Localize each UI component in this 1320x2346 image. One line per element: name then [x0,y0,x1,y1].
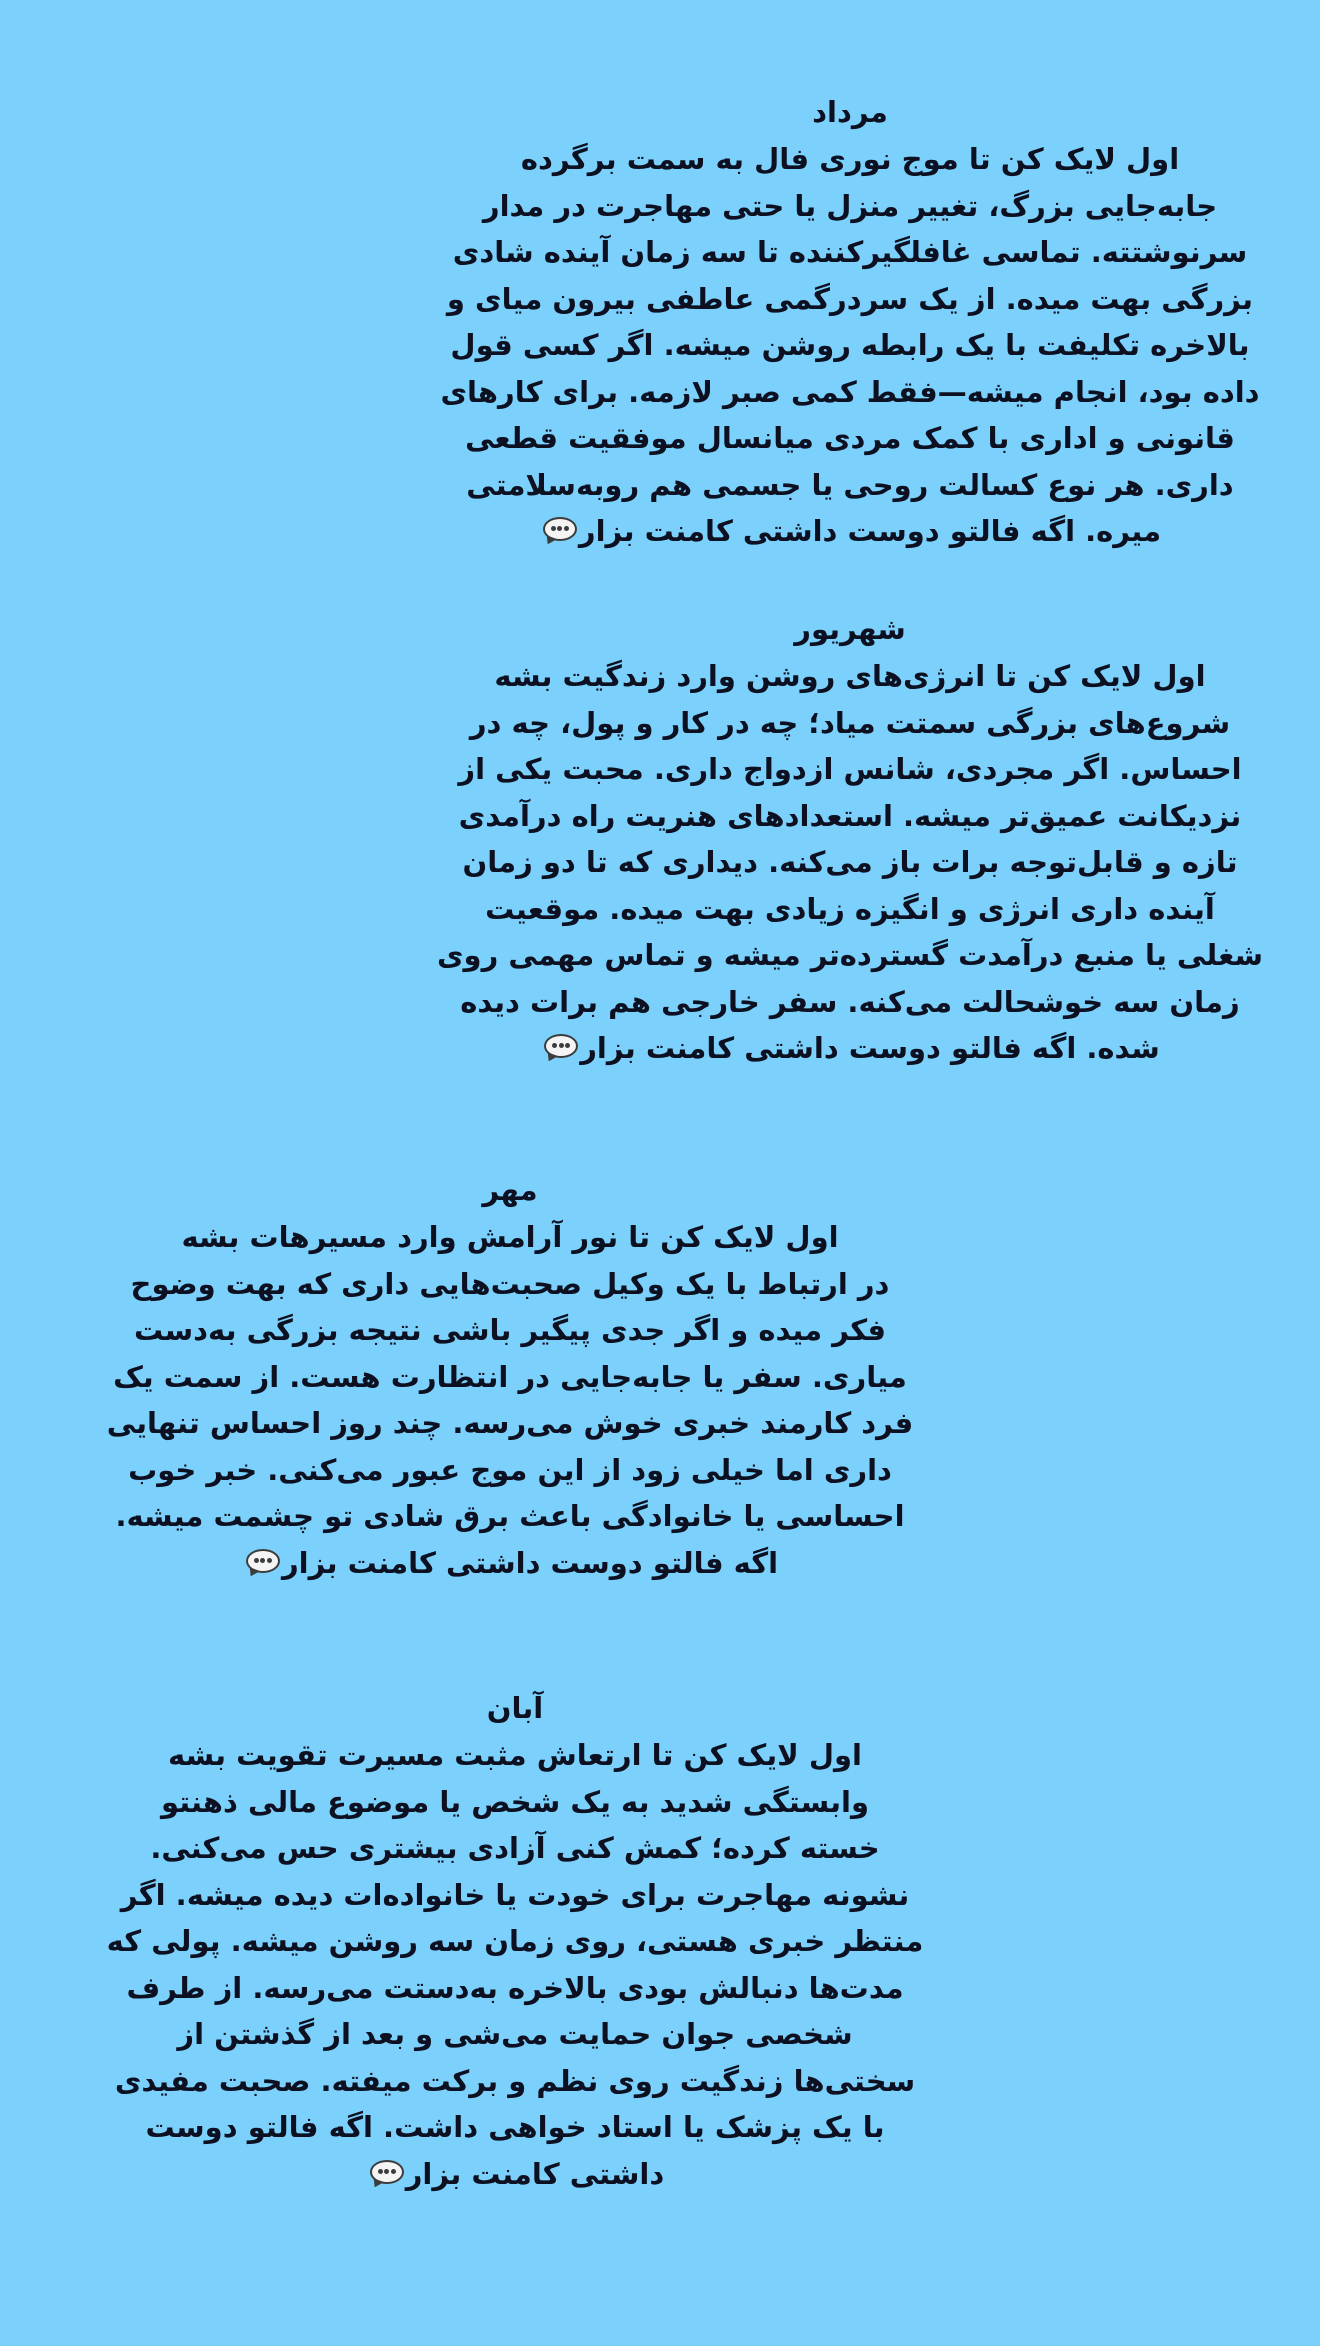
text-line: شروع‌های بزرگی سمتت میاد؛ چه در کار و پول، چه در [469,705,1231,740]
text-line: وابستگی شدید به یک شخص یا موضوع مالی ذهنتو [161,1784,869,1819]
text-line: نزدیکانت عمیق‌تر میشه. استعدادهای هنریت راه درآمدی [458,798,1242,833]
text-line-last [50,2151,980,2198]
section-title: مرداد [812,95,888,129]
text-line: نشونه مهاجرت برای خودت یا خانواده‌ات دیده میشه. اگر [120,1877,910,1912]
section-mehr [40,1166,980,1586]
text-line: خسته کرده؛ کمش کنی آزادی بیشتری حس می‌کنی. [150,1831,880,1865]
text-line: بزرگی بهت میده. از یک سردرگمی عاطفی بیرون میای و [446,281,1254,316]
text-line: اول لایک کن تا ارتعاش مثبت مسیرت تقویت بشه [168,1738,862,1772]
speech-bubble-icon [541,517,579,545]
text-line: سختی‌ها زندگیت روی نظم و برکت میفته. صحبت مفیدی [114,2063,916,2098]
text-line-last [430,1025,1270,1072]
text-line: تازه و قابل‌توجه برات باز می‌کنه. دیداری که تا دو زمان [462,845,1238,879]
speech-bubble-icon [368,2160,406,2188]
text-line: داده بود، انجام میشه—فقط کمی صبر لازمه. برای کارهای [440,374,1260,409]
text-line: شخصی جوان حمایت می‌شی و بعد از گذشتن از [177,2017,853,2051]
text-line: بالاخره تکلیفت با یک رابطه روشن میشه. اگر کسی قول [450,328,1250,362]
text-line: احساسی یا خانوادگی باعث برق شادی تو چشمت میشه. [115,1499,905,1533]
speech-bubble-icon [244,1549,282,1577]
text-line: اول لایک کن تا موج نوری فال به سمت برگرده [520,142,1180,176]
section-shahrivar [430,605,1270,1072]
text-line: قانونی و اداری با کمک مردی میانسال موفقیت قطعی [465,421,1235,455]
closing-text: شده. اگه فالتو دوست داشتی کامنت بزار [580,1031,1160,1065]
text-line: اول لایک کن تا نور آرامش وارد مسیرهات بشه [181,1220,839,1254]
section-aban [50,1684,980,2197]
text-line: اول لایک کن تا انرژی‌های روشن وارد زندگیت بشه [494,659,1206,693]
text-line-last [40,1540,980,1587]
text-line: منتظر خبری هستی، روی زمان سه روشن میشه. پولی که [106,1924,924,1958]
text-line: جابه‌جایی بزرگ، تغییر منزل یا حتی مهاجرت در مدار [482,188,1218,223]
text-line: شغلی یا منبع درآمدت گسترده‌تر میشه و تماس مهمی روی [436,938,1264,972]
text-line: آینده داری انرژی و انگیزه زیادی بهت میده. موقعیت [485,891,1215,926]
text-line: فرد کارمند خبری خوش می‌رسه. چند روز احساس تنهایی [106,1406,914,1440]
text-line: داری اما خیلی زود از این موج عبور می‌کنی. خبر خوب [128,1452,892,1487]
closing-text: اگه فالتو دوست داشتی کامنت بزار [281,1545,779,1580]
text-line: سرنوشتته. تماسی غافلگیرکننده تا سه زمان آینده شادی [452,235,1248,269]
section-mordad [430,88,1270,555]
text-line: میاری. سفر یا جابه‌جایی در انتظارت هست. از سمت یک [113,1359,907,1394]
section-title: مهر [482,1173,538,1207]
closing-text: میره. اگه فالتو دوست داشتی کامنت بزار [578,514,1162,548]
text-line: احساس. اگر مجردی، شانس ازدواج داری. محبت یکی از [458,752,1242,786]
text-line-last [430,508,1270,555]
section-title: شهریور [794,612,906,646]
speech-bubble-icon [542,1034,580,1062]
text-line: داری. هر نوع کسالت روحی یا جسمی هم روبه‌سلامتی [466,467,1234,502]
closing-text: داشتی کامنت بزار [405,2156,665,2191]
text-line: در ارتباط با یک وکیل صحبت‌هایی داری که بهت وضوح [130,1266,890,1301]
text-line: زمان سه خوشحالت می‌کنه. سفر خارجی هم برات دیده [460,984,1240,1019]
text-line: مدت‌ها دنبالش بودی بالاخره به‌دستت می‌رسه. از طرف [126,1970,904,2005]
text-line: فکر میده و اگر جدی پیگیر باشی نتیجه بزرگی به‌دست [133,1313,887,1347]
text-line: با یک پزشک یا استاد خواهی داشت. اگه فالتو دوست [145,2110,885,2144]
section-title: آبان [486,1691,544,1725]
